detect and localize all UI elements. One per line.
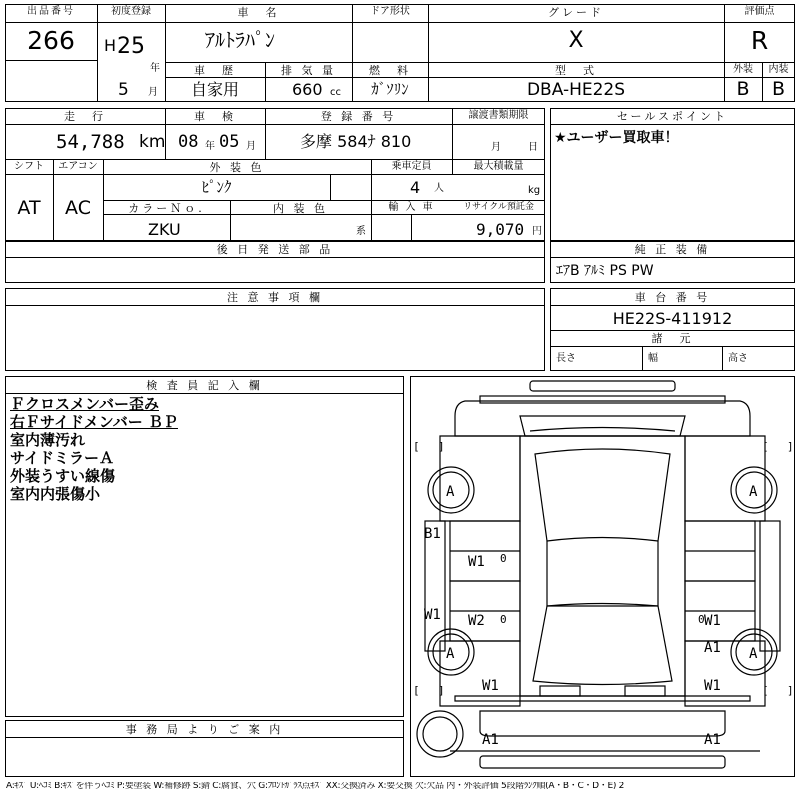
displacement-value: 660 xyxy=(292,80,323,99)
history-value: 自家用 xyxy=(190,80,239,99)
left-sill-mark: B1 xyxy=(424,526,441,542)
left-sill-lower-mark: W1 xyxy=(424,607,441,623)
lot-label: 出品番号 xyxy=(27,6,75,17)
grade-value: X xyxy=(568,28,584,53)
tire-front-left-mark: A xyxy=(446,484,455,500)
bracket-mark: ] xyxy=(787,684,794,697)
interior-color-unit: 系 xyxy=(356,226,366,237)
score-label: 評価点 xyxy=(744,6,775,17)
displacement-label: 排 気 量 xyxy=(281,64,336,77)
equipment-value: ｴｱB ｱﾙﾐ PS PW xyxy=(556,263,654,279)
bracket-mark: [ xyxy=(762,684,769,697)
door-type-label: ドア形状 xyxy=(370,6,410,17)
vehicle-details-block xyxy=(5,108,545,242)
exterior-value: B xyxy=(736,78,750,100)
bracket-mark: ] xyxy=(787,440,794,453)
month-unit: 月 xyxy=(148,87,158,98)
rear-bumper-right-mark: A1 xyxy=(704,732,721,748)
bracket-mark: ] xyxy=(438,440,445,453)
damage-legend: A:ｷｽﾞ U:ﾍｺﾐ B:ｷｽﾞを伴うﾍｺﾐ P:要塗装 W:補修跡 S:錆 C:腐食、穴 G:ﾌﾛﾝﾄｶﾞﾗｽ点ｷｽﾞ XX:交換済み X:要交換 欠:欠品 内・外装評価 5段階ﾗﾝｸ順(A・B・C・D・E) 2 xyxy=(6,782,625,791)
inspector-line: サイドミラーＡ xyxy=(10,449,114,467)
inspection-month-unit: 月 xyxy=(246,141,256,152)
max-load-label: 最大積載量 xyxy=(473,161,524,172)
model-label: 型 式 xyxy=(555,64,597,77)
mileage-value: 54,788 xyxy=(56,131,125,153)
registration-number: 多摩 584ﾅ 810 xyxy=(300,132,412,151)
height-label: 高さ xyxy=(728,353,748,364)
equipment-label: 純 正 装 備 xyxy=(634,243,711,256)
left-front-door-mark: W1 xyxy=(468,554,485,570)
capacity-value: 4 xyxy=(410,178,421,197)
interior-color-label: 内 装 色 xyxy=(273,202,328,215)
lot-number: 266 xyxy=(27,26,75,55)
inspection-label: 車 検 xyxy=(194,110,236,123)
zero-mark: 0 xyxy=(698,613,705,626)
sales-point-block xyxy=(550,108,795,242)
aircon-value: AC xyxy=(65,197,91,219)
width-label: 幅 xyxy=(648,353,658,364)
import-label: 輸 入 車 xyxy=(388,202,435,213)
recycle-label: リサイクル預託金 xyxy=(463,202,534,212)
exterior-label: 外装 xyxy=(733,64,753,75)
inspector-line: 右Ｆサイドメンバー ＢＰ xyxy=(10,413,178,431)
inspector-line: 外装うすい線傷 xyxy=(10,467,116,485)
exterior-color-value: ﾋﾟﾝｸ xyxy=(201,178,232,196)
chassis-number: HE22S-411912 xyxy=(612,309,733,328)
right-quarter-mark: W1 xyxy=(704,678,721,694)
inspector-line: Ｆクロスメンバー歪み xyxy=(10,395,159,413)
first-registration-label: 初度登録 xyxy=(111,6,151,17)
shift-value: AT xyxy=(17,197,41,219)
displacement-unit: cc xyxy=(330,87,341,98)
score-value: R xyxy=(750,26,769,55)
inspector-line: 室内薄汚れ xyxy=(10,431,86,449)
interior-value: B xyxy=(771,78,786,100)
inspector-label: 検 査 員 記 入 欄 xyxy=(146,379,263,392)
bracket-mark: [ xyxy=(762,440,769,453)
tire-rear-right-mark: A xyxy=(749,646,758,662)
tire-front-right-mark: A xyxy=(749,484,758,500)
sales-point-label: セールスポイント xyxy=(616,110,728,123)
zero-mark: 0 xyxy=(500,613,507,626)
right-rear-fender-mark: A1 xyxy=(704,640,721,656)
registration-number-label: 登 録 番 号 xyxy=(320,110,397,123)
car-damage-diagram xyxy=(410,376,795,777)
zero-mark: 0 xyxy=(500,552,507,565)
length-label: 長さ xyxy=(556,353,576,364)
color-number-label: カラーＮｏ. xyxy=(128,202,205,215)
fuel-value: ｶﾞｿﾘﾝ xyxy=(371,80,409,98)
shift-label: シフト xyxy=(14,161,44,172)
left-rear-door-mark: W2 xyxy=(468,613,485,629)
chassis-label: 車 台 番 号 xyxy=(634,291,711,304)
car-name: ｱﾙﾄﾗﾊﾟﾝ xyxy=(205,28,275,52)
color-number-value: ZKU xyxy=(148,220,181,239)
left-rear-fender-mark: W1 xyxy=(482,678,499,694)
grade-label: グレード xyxy=(548,6,604,19)
inspector-line: 室内内張傷小 xyxy=(10,485,101,503)
tire-rear-left-mark: A xyxy=(446,646,455,662)
exterior-color-label: 外 装 色 xyxy=(209,161,265,174)
first-registration-year: 25 xyxy=(117,34,145,59)
inspection-year: 08 xyxy=(178,132,199,152)
bracket-mark: ] xyxy=(438,684,445,697)
fuel-label: 燃 料 xyxy=(369,64,411,77)
recycle-unit: 円 xyxy=(532,226,542,237)
transfer-month-unit: 月 xyxy=(491,142,501,153)
notes-label: 注 意 事 項 欄 xyxy=(227,291,323,304)
later-shipping-label: 後 日 発 送 部 品 xyxy=(216,243,334,256)
sales-point-text: ★ユーザー買取車！ xyxy=(554,130,679,146)
capacity-label: 乗車定員 xyxy=(391,161,432,172)
era-letter: H xyxy=(104,36,117,55)
mileage-label: 走 行 xyxy=(64,110,106,123)
capacity-unit: 人 xyxy=(434,183,444,194)
specs-label: 諸 元 xyxy=(651,332,694,345)
office-info-label: 事 務 局 よ り ご 案 内 xyxy=(125,723,284,736)
rear-bumper-left-mark: A1 xyxy=(482,732,499,748)
bracket-mark: [ xyxy=(413,684,420,697)
car-name-label: 車 名 xyxy=(237,6,280,19)
transfer-deadline-label: 譲渡書類期限 xyxy=(468,110,529,121)
right-rear-door-mark: W1 xyxy=(704,613,721,629)
first-registration-month: 5 xyxy=(118,80,129,100)
mileage-unit: km xyxy=(139,132,166,152)
year-unit: 年 xyxy=(150,63,160,74)
inspection-year-unit: 年 xyxy=(205,141,215,152)
transfer-day-unit: 日 xyxy=(528,142,538,153)
interior-label: 内装 xyxy=(768,64,789,75)
max-load-unit: kg xyxy=(528,185,541,196)
history-label: 車 歴 xyxy=(194,64,236,77)
recycle-value: 9,070 xyxy=(476,220,525,239)
bracket-mark: [ xyxy=(413,440,420,453)
model-value: DBA-HE22S xyxy=(526,80,626,100)
inspection-month: 05 xyxy=(219,132,240,152)
aircon-label: エアコン xyxy=(58,161,98,172)
